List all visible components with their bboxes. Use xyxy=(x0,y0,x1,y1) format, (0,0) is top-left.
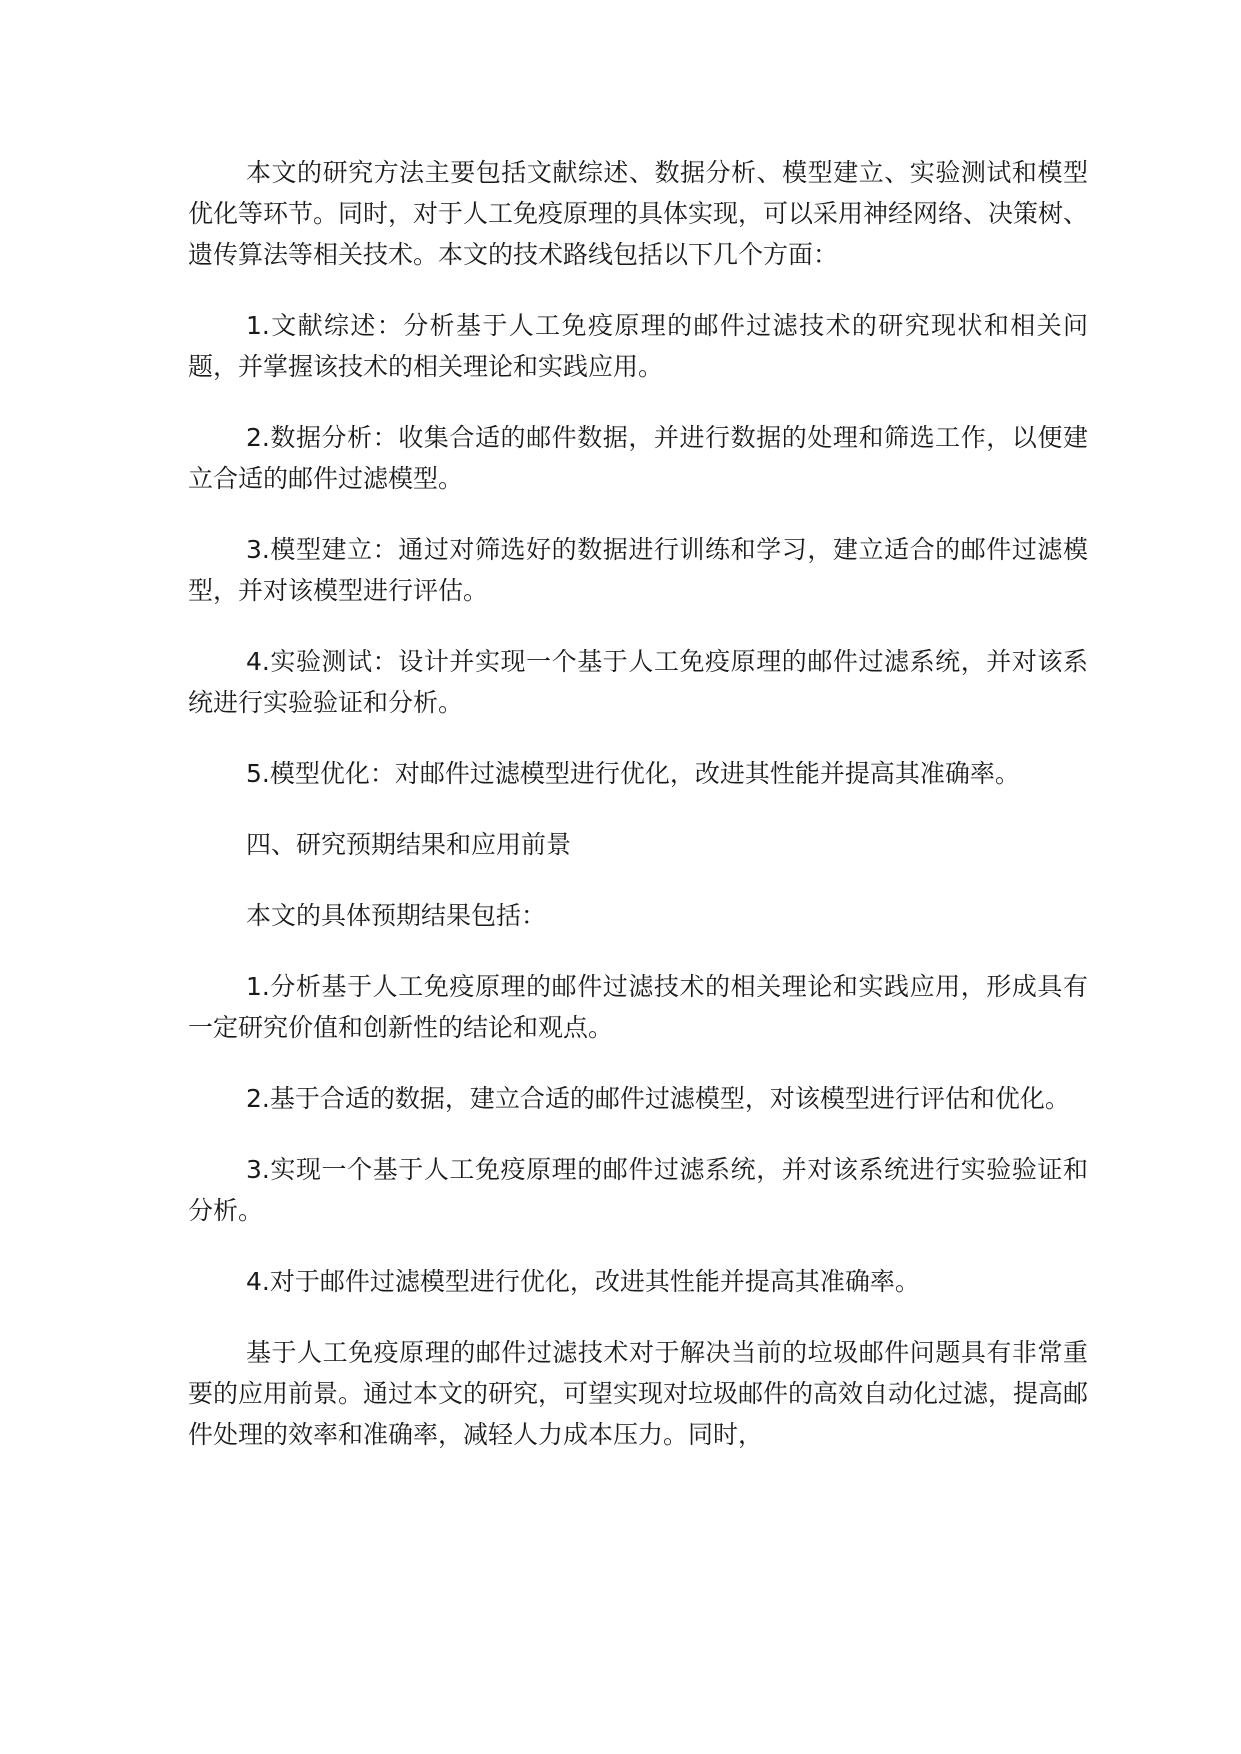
paragraph-step-4: 4.实验测试：设计并实现一个基于人工免疫原理的邮件过滤系统，并对该系统进行实验验证和分析。 xyxy=(188,647,1088,717)
paragraph-step-5: 5.模型优化：对邮件过滤模型进行优化，改进其性能并提高其准确率。 xyxy=(246,759,1020,788)
paragraph-step-2: 2.数据分析：收集合适的邮件数据，并进行数据的处理和筛选工作，以便建立合适的邮件过滤模型。 xyxy=(188,423,1088,493)
paragraph-step-1: 1.文献综述：分析基于人工免疫原理的邮件过滤技术的研究现状和相关问题，并掌握该技术的相关理论和实践应用。 xyxy=(188,311,1088,381)
paragraph-result-3: 3.实现一个基于人工免疫原理的邮件过滤系统，并对该系统进行实验验证和分析。 xyxy=(188,1155,1088,1225)
paragraph-step-3: 3.模型建立：通过对筛选好的数据进行训练和学习，建立适合的邮件过滤模型，并对该模型进行评估。 xyxy=(188,535,1088,605)
paragraph-methods-intro: 本文的研究方法主要包括文献综述、数据分析、模型建立、实验测试和模型优化等环节。同时，对于人工免疫原理的具体实现，可以采用神经网络、决策树、遗传算法等相关技术。本文的技术路线包括以下几个方面： xyxy=(188,158,1089,269)
paragraph-result-1: 1.分析基于人工免疫原理的邮件过滤技术的相关理论和实践应用，形成具有一定研究价值和创新性的结论和观点。 xyxy=(188,972,1088,1042)
paragraph-result-4: 4.对于邮件过滤模型进行优化，改进其性能并提高其准确率。 xyxy=(246,1267,920,1296)
paragraph-result-2: 2.基于合适的数据，建立合适的邮件过滤模型，对该模型进行评估和优化。 xyxy=(246,1084,1070,1113)
paragraph-application-prospects: 基于人工免疫原理的邮件过滤技术对于解决当前的垃圾邮件问题具有非常重要的应用前景。通过本文的研究，可望实现对垃圾邮件的高效自动化过滤，提高邮件处理的效率和准确率，减轻人力成本压力。同时， xyxy=(188,1338,1089,1449)
document-body xyxy=(188,152,1088,1455)
paragraph-results-intro: 本文的具体预期结果包括： xyxy=(246,901,547,930)
section-heading: 四、研究预期结果和应用前景 xyxy=(246,830,572,859)
